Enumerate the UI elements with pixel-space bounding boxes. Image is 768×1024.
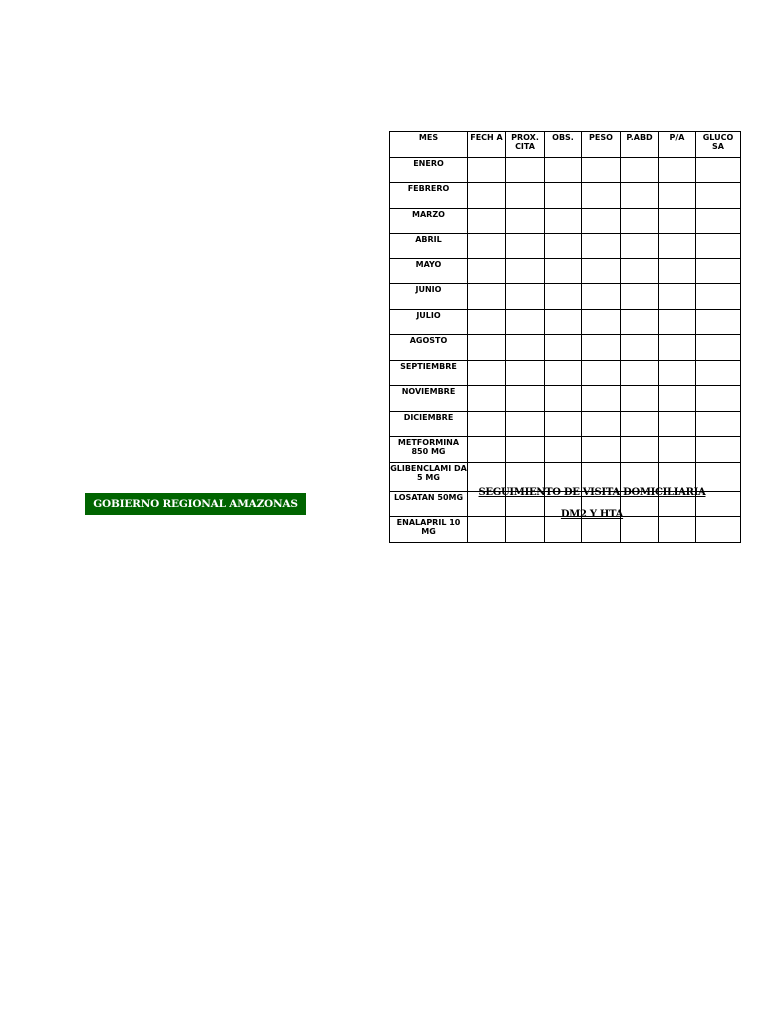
table-row — [390, 183, 741, 209]
table-cell[interactable] — [696, 386, 741, 412]
table-cell[interactable] — [659, 183, 696, 209]
column-header: PROX. CITA — [506, 132, 545, 158]
table-cell[interactable] — [621, 158, 659, 183]
table-cell[interactable] — [621, 335, 659, 361]
table-row — [390, 361, 741, 386]
row-label: AGOSTO — [390, 335, 468, 361]
table-cell[interactable] — [621, 412, 659, 437]
table-cell[interactable] — [621, 386, 659, 412]
column-header: PESO — [582, 132, 621, 158]
table-cell[interactable] — [696, 284, 741, 310]
table-cell[interactable] — [545, 209, 582, 234]
table-cell[interactable] — [545, 158, 582, 183]
table-row — [390, 335, 741, 361]
row-label: SEPTIEMBRE — [390, 361, 468, 386]
table-row — [390, 386, 741, 412]
table-cell[interactable] — [621, 361, 659, 386]
table-cell[interactable] — [621, 209, 659, 234]
table-cell[interactable] — [545, 361, 582, 386]
row-label: GLIBENCLAMI DA 5 MG — [390, 463, 468, 492]
table-cell[interactable] — [506, 386, 545, 412]
table-cell[interactable] — [582, 386, 621, 412]
table-cell[interactable] — [506, 234, 545, 259]
table-cell[interactable] — [696, 310, 741, 335]
table-cell[interactable] — [545, 412, 582, 437]
table-cell[interactable] — [468, 183, 506, 209]
row-label: MARZO — [390, 209, 468, 234]
table-row — [390, 284, 741, 310]
table-cell[interactable] — [621, 310, 659, 335]
table-cell[interactable] — [506, 284, 545, 310]
document-title: SEGUIMIENTO DE VISITA DOMICILIARIA — [478, 487, 706, 498]
table-cell[interactable] — [506, 412, 545, 437]
row-label: ABRIL — [390, 234, 468, 259]
table-cell[interactable] — [506, 209, 545, 234]
table-cell[interactable] — [506, 183, 545, 209]
table-cell[interactable] — [582, 412, 621, 437]
table-cell[interactable] — [696, 412, 741, 437]
table-cell[interactable] — [506, 158, 545, 183]
table-cell[interactable] — [468, 437, 506, 463]
table-row — [390, 412, 741, 437]
table-cell[interactable] — [696, 183, 741, 209]
table-cell[interactable] — [545, 437, 582, 463]
table-cell[interactable] — [582, 437, 621, 463]
table-cell[interactable] — [696, 209, 741, 234]
table-cell[interactable] — [468, 259, 506, 284]
column-header: GLUCO SA — [696, 132, 741, 158]
table-cell[interactable] — [545, 310, 582, 335]
table-cell[interactable] — [659, 386, 696, 412]
table-cell[interactable] — [506, 259, 545, 284]
table-cell[interactable] — [545, 259, 582, 284]
table-cell[interactable] — [582, 310, 621, 335]
table-row — [390, 234, 741, 259]
table-cell[interactable] — [468, 209, 506, 234]
table-cell[interactable] — [621, 437, 659, 463]
table-cell[interactable] — [659, 158, 696, 183]
table-cell[interactable] — [659, 310, 696, 335]
table-cell[interactable] — [582, 183, 621, 209]
table-cell[interactable] — [659, 335, 696, 361]
table-cell[interactable] — [696, 335, 741, 361]
table-cell[interactable] — [582, 234, 621, 259]
table-cell[interactable] — [468, 335, 506, 361]
table-cell[interactable] — [659, 437, 696, 463]
table-header-row — [390, 132, 741, 158]
table-cell[interactable] — [621, 284, 659, 310]
table-cell[interactable] — [621, 183, 659, 209]
table-cell[interactable] — [545, 335, 582, 361]
table-row — [390, 437, 741, 463]
table-cell[interactable] — [545, 183, 582, 209]
table-cell[interactable] — [696, 158, 741, 183]
table-cell[interactable] — [468, 386, 506, 412]
table-cell[interactable] — [696, 259, 741, 284]
table-cell[interactable] — [696, 361, 741, 386]
row-label: ENERO — [390, 158, 468, 183]
column-header: P.ABD — [621, 132, 659, 158]
table-cell[interactable] — [545, 386, 582, 412]
table-cell[interactable] — [582, 209, 621, 234]
column-header: P/A — [659, 132, 696, 158]
table-cell[interactable] — [468, 412, 506, 437]
row-label: NOVIEMBRE — [390, 386, 468, 412]
table-cell[interactable] — [468, 284, 506, 310]
table-cell[interactable] — [696, 234, 741, 259]
table-cell[interactable] — [468, 158, 506, 183]
table-cell[interactable] — [659, 234, 696, 259]
row-label: MAYO — [390, 259, 468, 284]
table-cell[interactable] — [659, 209, 696, 234]
table-cell[interactable] — [468, 310, 506, 335]
row-label: METFORMINA 850 MG — [390, 437, 468, 463]
table-cell[interactable] — [582, 259, 621, 284]
row-label: JUNIO — [390, 284, 468, 310]
page-background — [0, 543, 768, 1024]
table-cell[interactable] — [582, 284, 621, 310]
table-cell[interactable] — [696, 437, 741, 463]
table-cell[interactable] — [545, 234, 582, 259]
table-row — [390, 158, 741, 183]
row-label: LOSATAN 50MG — [390, 492, 468, 517]
table-cell[interactable] — [545, 284, 582, 310]
document-subtitle: DM2 Y HTA — [560, 509, 624, 520]
table-cell[interactable] — [468, 361, 506, 386]
table-cell[interactable] — [506, 361, 545, 386]
table-cell[interactable] — [659, 361, 696, 386]
row-label: ENALAPRIL 10 MG — [390, 517, 468, 543]
table-cell[interactable] — [659, 412, 696, 437]
row-label: FEBRERO — [390, 183, 468, 209]
table-cell[interactable] — [659, 259, 696, 284]
organization-banner: GOBIERNO REGIONAL AMAZONAS — [85, 493, 306, 515]
table-cell[interactable] — [582, 361, 621, 386]
table-cell[interactable] — [468, 234, 506, 259]
row-label: JULIO — [390, 310, 468, 335]
column-header: MES — [390, 132, 468, 158]
table-row — [390, 259, 741, 284]
table-cell[interactable] — [582, 158, 621, 183]
table-cell[interactable] — [506, 310, 545, 335]
table-cell[interactable] — [506, 335, 545, 361]
table-cell[interactable] — [621, 259, 659, 284]
table-cell[interactable] — [621, 234, 659, 259]
visit-tracking-table — [389, 131, 741, 543]
table-cell[interactable] — [582, 335, 621, 361]
row-label: DICIEMBRE — [390, 412, 468, 437]
table-cell[interactable] — [659, 284, 696, 310]
column-header: OBS. — [545, 132, 582, 158]
table-row — [390, 310, 741, 335]
table-cell[interactable] — [506, 437, 545, 463]
column-header: FECH A — [468, 132, 506, 158]
table-row — [390, 209, 741, 234]
